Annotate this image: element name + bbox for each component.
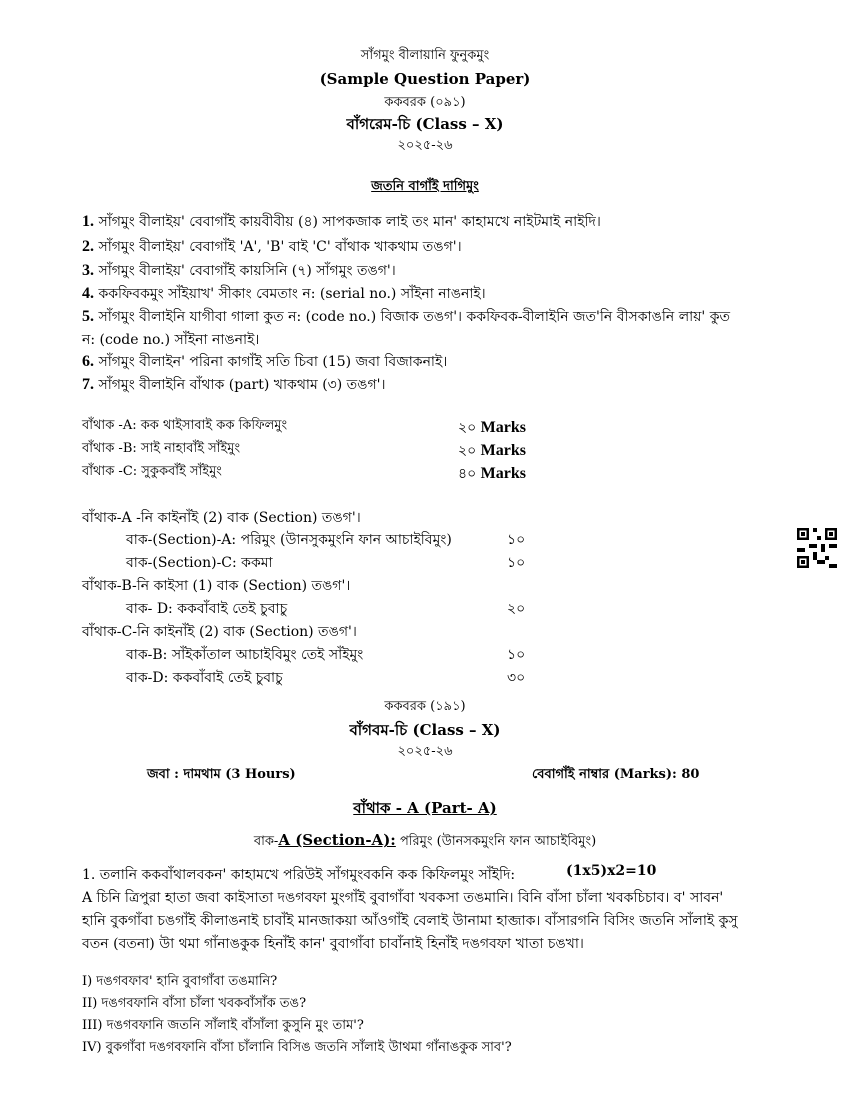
question-1-marks: (1x5)x2=10 [566,863,657,879]
paper-year: ২০২৫-২৬ [397,744,453,759]
part-heading: বাঁথাক - A (Part- A) [353,799,497,817]
instruction-text: ককফিবকমুং সাঁইয়াখ' সীকাং বেমতাং ন: (serial no.) সাঁইনা নাঙনাই। [98,286,486,302]
instruction-7 [82,373,385,397]
instruction-number: 4. [82,285,94,302]
sub-question: IV) বুকগাঁবা দঙগবফানি বাঁসা চাঁলানি বিসিঙ জতনি সাঁলাই উাথমা গাঁনাঙকুক সাব'? [82,1040,512,1055]
marks-row-value: ২০ Marks [458,442,526,459]
instruction-1 [82,210,601,234]
instruction-4 [82,282,486,306]
instruction-number: 2. [82,238,94,255]
instruction-3 [82,259,396,283]
sub-question: I) দঙগবফাব' হানি বুবাগাঁবা তঙমানি? [82,974,278,989]
instruction-text: সাঁগমুং বীলাইনি বাঁথাক (part) খাকথাম (৩) তঙগ'। [98,377,386,393]
paper-subject: ককবরক (১৯১) [384,699,466,714]
instruction-5 [82,305,730,329]
sub-question: II) দঙগবফানি বাঁসা চাঁলা খবকবাঁসাঁক তঙ? [82,996,307,1011]
header-subject: ককবরক (০৯১) [384,95,466,110]
passage-line: হানি বুকগাঁবা চঙগাঁই কীলাঙনাই চাবাঁই মানজাকয়া আঁওগাঁই বেলাই উানামা হাব্জাক। বাঁসারগনি বিসিং জতনি সাঁলাই কুসু [82,913,738,929]
instruction-text: সাঁগমুং বীলাইন' পরিনা কাগাঁই সতি চিবা (15) জবা বিজাকনাই। [98,354,448,370]
marks-row-value: ২০ Marks [458,419,526,436]
section-heading: বাক-A (Section-A): পরিমুং (উানসকমুংনি ফান আচাইবিমুং) [253,831,597,849]
marks-row-label: বাঁথাক -B: সাই নাহাবাঁই সাঁইমুং [82,441,241,456]
passage-line: বতন (বতনা) উা থমা গাঁনাঙকুক হিনাঁই কান' বুবাগাঁবা চাবাঁনাই হিনাঁই দঙগবফা খাতা চঙখা। [82,936,584,952]
instruction-number: 7. [82,376,94,393]
instruction-number: 1. [82,213,94,230]
marks-row-value: ৪০ Marks [458,465,526,482]
instruction-6 [82,350,447,374]
header-year: ২০২৫-২৬ [397,138,453,153]
section-line: বাঁথাক-A -নি কাইনাঁই (2) বাক (Section) তঙগ'। [82,510,361,526]
section-line: বাঁথাক-B-নি কাইসা (1) বাক (Section) তঙগ'। [82,578,351,594]
paper-time: জবা : দামথাম (3 Hours) [147,767,296,782]
section-marks: ১০ [507,555,526,571]
section-marks: ১০ [507,532,526,548]
header-title-1: সাঁগমুং বীলায়ানি ফুনুকমুং [360,48,490,63]
section-line: বাক-(Section)-A: পরিমুং (উানসুকমুংনি ফান আচাইবিমুং) [126,532,452,548]
section-marks: ২০ [507,601,526,617]
header-class: বাঁগরেম-চি (Class – X) [346,115,504,133]
sub-question: III) দঙগবফানি জতনি সাঁলাই বাঁসাঁলা কুসুনি মুং তাম'? [82,1018,364,1033]
passage-line: A চিনি ত্রিপুরা হাতা জবা কাইসাতা দঙগবফা মুংগাঁই বুবাগাঁবা খবকসা তঙমানি। বিনি বাঁসা চাঁলা খবকচিচাব। ব' সাবন' [82,890,724,906]
instruction-text: সাঁগমুং বীলাইয়' বেবাগাঁই কায়সিনি (৭) সাঁগমুং তঙগ'। [98,263,396,279]
header-title-2: (Sample Question Paper) [319,70,531,88]
instruction-text: সাঁগমুং বীলাইনি যাগীবা গালা কুত ন: (code no.) বিজাক তঙগ'। ককফিবক-বীলাইনি জত'নি বীসকাঙনি লায়' কুত [98,309,731,325]
section-line: বাক-D: ককবাঁবাই তেই চুবাচু [126,670,283,686]
instruction-number: 5. [82,308,94,325]
section-line: বাক- D: ককবাঁবাই তেই চুবাচু [126,601,288,617]
instruction-5-continued [82,328,259,352]
qr-code-icon [797,528,837,568]
marks-row-label: বাঁথাক -A: কক থাইসাবাই কক কিফিলমুং [82,418,288,433]
marks-row-label: বাঁথাক -C: সুকুকবাঁই সাঁইমুং [82,464,222,479]
instruction-text: ন: (code no.) সাঁইনা নাঙনাই। [82,332,260,348]
section-line: বাক-(Section)-C: ককমা [126,555,273,571]
section-marks: ১০ [507,647,526,663]
section-marks: ৩০ [507,670,526,686]
instruction-text: সাঁগমুং বীলাইয়' বেবাগাঁই 'A', 'B' বাই 'C' বাঁথাক খাকথাম তঙগ'। [98,239,462,255]
instruction-text: সাঁগমুং বীলাইয়' বেবাগাঁই কায়বীবীয় (৪) সাপকজাক লাই তং মান' কাহামখে নাইটমাই নাইদি। [98,214,601,230]
paper-marks: বেবাগাঁই নাম্বার (Marks): 80 [532,767,700,782]
section-line: বাঁথাক-C-নি কাইনাঁই (2) বাক (Section) তঙগ'। [82,624,357,640]
instruction-number: 3. [82,262,94,279]
paper-class: বাঁগবম-চি (Class – X) [349,721,501,739]
instructions-heading: জতনি বাগাঁই দাগিমুং [371,179,479,194]
section-line: বাক-B: সাঁইকাঁতাল আচাইবিমুং তেই সাঁইমুং [126,647,364,663]
question-1: 1. তলানি ককবাঁথালবকন' কাহামখে পরিউই সাঁগমুংবকনি কক কিফিলমুং সাঁইদি: [82,867,516,883]
instruction-2 [82,235,462,259]
instruction-number: 6. [82,353,94,370]
